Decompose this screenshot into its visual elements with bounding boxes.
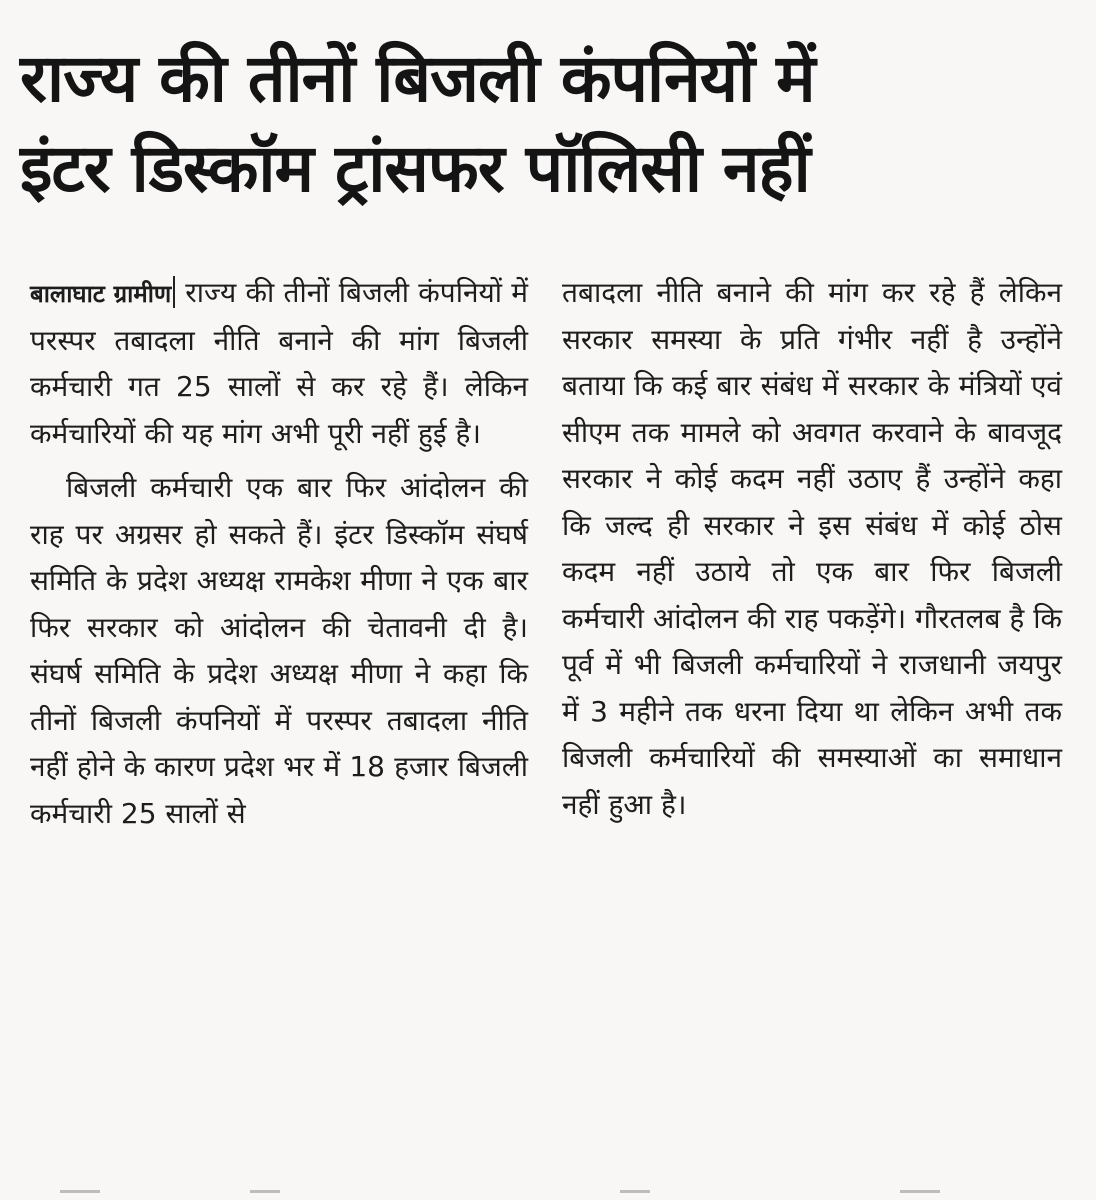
- article-paragraph: [30, 270, 528, 457]
- headline-line-2: इंटर डिस्कॉम ट्रांसफर पॉलिसी नहीं: [20, 130, 810, 207]
- headline: [20, 34, 1070, 214]
- article-column-right: [562, 270, 1062, 828]
- edge-mark: [900, 1190, 940, 1193]
- article-paragraph: तबादला नीति बनाने की मांग कर रहे हैं लेकिन सरकार समस्या के प्रति गंभीर नहीं है उन्होंने बताया कि कई बार संबंध में सरकार के मंत्रियों एवं सीएम तक मामले को अवगत करवाने के बावजूद सरकार ने कोई कदम नहीं उठाए हैं उन्होंने कहा कि जल्द ही सरकार ने इस संबंध में कोई ठोस कदम नहीं उठाये तो एक बार फिर बिजली कर्मचारी आंदोलन की राह पकड़ेंगे। गौरतलब है कि पूर्व में भी बिजली कर्मचारियों ने राजधानी जयपुर में 3 महीने तक धरना दिया था लेकिन अभी तक बिजली कर्मचारियों की समस्याओं का समाधान नहीं हुआ है।: [562, 276, 1062, 821]
- edge-mark: [60, 1190, 100, 1193]
- edge-mark: [620, 1190, 650, 1193]
- next-article-edge: [0, 1184, 1096, 1200]
- headline-line-1: राज्य की तीनों बिजली कंपनियों में: [20, 40, 815, 117]
- edge-mark: [250, 1190, 280, 1193]
- paragraph-text: राज्य की तीनों बिजली कंपनियों में परस्पर तबादला नीति बनाने की मांग बिजली कर्मचारी गत 25 सालों से कर रहे हैं। लेकिन कर्मचारियों की यह मांग अभी पूरी नहीं हुई है।: [30, 276, 528, 450]
- dateline-separator: [173, 276, 175, 308]
- article-column-left: [30, 270, 528, 837]
- dateline: बालाघाट ग्रामीण: [30, 280, 172, 308]
- article-paragraph: बिजली कर्मचारी एक बार फिर आंदोलन की राह पर अग्रसर हो सकते हैं। इंटर डिस्कॉम संघर्ष समिति के प्रदेश अध्यक्ष रामकेश मीणा ने एक बार फिर सरकार को आंदोलन की चेतावनी दी है। संघर्ष समिति के प्रदेश अध्यक्ष मीणा ने कहा कि तीनों बिजली कंपनियों में परस्पर तबादला नीति नहीं होने के कारण प्रदेश भर में 18 हजार बिजली कर्मचारी 25 सालों से: [30, 471, 528, 830]
